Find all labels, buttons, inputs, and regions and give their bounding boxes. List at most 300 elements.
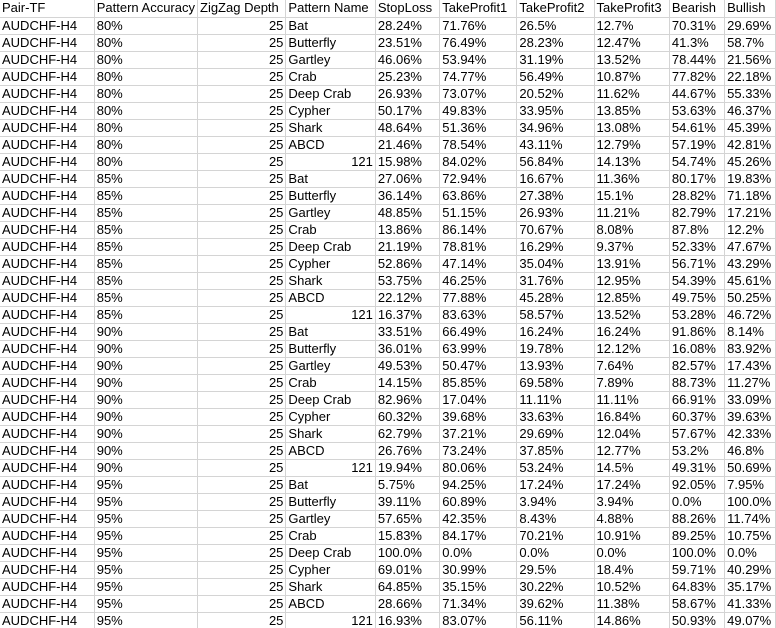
cell-bullish[interactable]: 21.56% (725, 51, 776, 68)
cell-pattern-accuracy[interactable]: 80% (94, 119, 197, 136)
cell-bearish[interactable]: 52.33% (669, 238, 724, 255)
cell-stoploss[interactable]: 53.75% (375, 272, 439, 289)
cell-bearish[interactable]: 70.31% (669, 17, 724, 34)
cell-takeprofit1[interactable]: 78.54% (440, 136, 517, 153)
cell-takeprofit3[interactable]: 12.79% (594, 136, 669, 153)
cell-bullish[interactable]: 17.21% (725, 204, 776, 221)
cell-bullish[interactable]: 22.18% (725, 68, 776, 85)
cell-takeprofit2[interactable]: 17.24% (517, 476, 594, 493)
cell-pattern-accuracy[interactable]: 80% (94, 68, 197, 85)
cell-takeprofit1[interactable]: 42.35% (440, 510, 517, 527)
cell-pattern-accuracy[interactable]: 95% (94, 544, 197, 561)
cell-zigzag-depth[interactable]: 25 (198, 442, 286, 459)
cell-pattern-accuracy[interactable]: 90% (94, 425, 197, 442)
cell-bullish[interactable]: 12.2% (725, 221, 776, 238)
cell-pair-tf[interactable]: AUDCHF-H4 (0, 323, 94, 340)
cell-pair-tf[interactable]: AUDCHF-H4 (0, 187, 94, 204)
cell-takeprofit2[interactable]: 3.94% (517, 493, 594, 510)
header-cell-pair-tf[interactable]: Pair-TF (0, 0, 94, 17)
cell-pattern-accuracy[interactable]: 85% (94, 306, 197, 323)
cell-pattern-accuracy[interactable]: 90% (94, 408, 197, 425)
cell-pattern-accuracy[interactable]: 85% (94, 255, 197, 272)
cell-pattern-accuracy[interactable]: 90% (94, 442, 197, 459)
cell-takeprofit2[interactable]: 35.04% (517, 255, 594, 272)
cell-takeprofit2[interactable]: 31.19% (517, 51, 594, 68)
cell-bearish[interactable]: 100.0% (669, 544, 724, 561)
cell-pattern-name[interactable]: Deep Crab (286, 391, 375, 408)
cell-takeprofit2[interactable]: 11.11% (517, 391, 594, 408)
cell-zigzag-depth[interactable]: 25 (198, 136, 286, 153)
cell-pattern-accuracy[interactable]: 95% (94, 527, 197, 544)
cell-bearish[interactable]: 53.63% (669, 102, 724, 119)
cell-pattern-accuracy[interactable]: 80% (94, 34, 197, 51)
cell-zigzag-depth[interactable]: 25 (198, 68, 286, 85)
cell-takeprofit1[interactable]: 71.34% (440, 595, 517, 612)
cell-takeprofit2[interactable]: 26.93% (517, 204, 594, 221)
header-cell-takeprofit1[interactable]: TakeProfit1 (440, 0, 517, 17)
cell-pattern-name[interactable]: Bat (286, 17, 375, 34)
cell-bearish[interactable]: 80.17% (669, 170, 724, 187)
cell-pattern-name[interactable]: Gartley (286, 510, 375, 527)
cell-stoploss[interactable]: 39.11% (375, 493, 439, 510)
cell-zigzag-depth[interactable]: 25 (198, 612, 286, 628)
cell-bullish[interactable]: 41.33% (725, 595, 776, 612)
cell-pair-tf[interactable]: AUDCHF-H4 (0, 204, 94, 221)
header-cell-zigzag-depth[interactable]: ZigZag Depth (198, 0, 286, 17)
cell-stoploss[interactable]: 5.75% (375, 476, 439, 493)
cell-stoploss[interactable]: 21.19% (375, 238, 439, 255)
cell-zigzag-depth[interactable]: 25 (198, 561, 286, 578)
cell-takeprofit3[interactable]: 12.95% (594, 272, 669, 289)
cell-pattern-name[interactable]: ABCD (286, 442, 375, 459)
cell-pattern-accuracy[interactable]: 90% (94, 391, 197, 408)
cell-takeprofit3[interactable]: 7.89% (594, 374, 669, 391)
cell-pattern-name[interactable]: 121 (286, 153, 375, 170)
cell-zigzag-depth[interactable]: 25 (198, 85, 286, 102)
cell-takeprofit1[interactable]: 47.14% (440, 255, 517, 272)
cell-stoploss[interactable]: 16.93% (375, 612, 439, 628)
cell-pair-tf[interactable]: AUDCHF-H4 (0, 595, 94, 612)
cell-pattern-name[interactable]: Shark (286, 119, 375, 136)
cell-stoploss[interactable]: 25.23% (375, 68, 439, 85)
cell-takeprofit3[interactable]: 10.52% (594, 578, 669, 595)
cell-stoploss[interactable]: 46.06% (375, 51, 439, 68)
cell-pattern-accuracy[interactable]: 85% (94, 170, 197, 187)
cell-takeprofit3[interactable]: 11.36% (594, 170, 669, 187)
cell-takeprofit2[interactable]: 27.38% (517, 187, 594, 204)
cell-takeprofit1[interactable]: 35.15% (440, 578, 517, 595)
cell-zigzag-depth[interactable]: 25 (198, 510, 286, 527)
cell-bullish[interactable]: 42.33% (725, 425, 776, 442)
cell-takeprofit1[interactable]: 37.21% (440, 425, 517, 442)
cell-pair-tf[interactable]: AUDCHF-H4 (0, 238, 94, 255)
cell-stoploss[interactable]: 48.64% (375, 119, 439, 136)
cell-stoploss[interactable]: 57.65% (375, 510, 439, 527)
cell-takeprofit3[interactable]: 13.85% (594, 102, 669, 119)
cell-stoploss[interactable]: 19.94% (375, 459, 439, 476)
cell-takeprofit2[interactable]: 29.69% (517, 425, 594, 442)
cell-takeprofit1[interactable]: 84.02% (440, 153, 517, 170)
cell-bearish[interactable]: 44.67% (669, 85, 724, 102)
cell-bullish[interactable]: 50.69% (725, 459, 776, 476)
cell-bullish[interactable]: 50.25% (725, 289, 776, 306)
cell-bullish[interactable]: 46.72% (725, 306, 776, 323)
cell-takeprofit2[interactable]: 39.62% (517, 595, 594, 612)
cell-pattern-name[interactable]: Crab (286, 374, 375, 391)
cell-stoploss[interactable]: 62.79% (375, 425, 439, 442)
cell-bearish[interactable]: 91.86% (669, 323, 724, 340)
cell-zigzag-depth[interactable]: 25 (198, 459, 286, 476)
cell-zigzag-depth[interactable]: 25 (198, 102, 286, 119)
cell-zigzag-depth[interactable]: 25 (198, 221, 286, 238)
cell-pattern-accuracy[interactable]: 95% (94, 578, 197, 595)
cell-pattern-accuracy[interactable]: 80% (94, 153, 197, 170)
cell-takeprofit1[interactable]: 86.14% (440, 221, 517, 238)
cell-takeprofit3[interactable]: 13.91% (594, 255, 669, 272)
cell-pattern-accuracy[interactable]: 95% (94, 476, 197, 493)
cell-pattern-accuracy[interactable]: 90% (94, 459, 197, 476)
cell-stoploss[interactable]: 26.76% (375, 442, 439, 459)
cell-takeprofit3[interactable]: 12.85% (594, 289, 669, 306)
cell-zigzag-depth[interactable]: 25 (198, 187, 286, 204)
cell-stoploss[interactable]: 28.66% (375, 595, 439, 612)
cell-zigzag-depth[interactable]: 25 (198, 408, 286, 425)
cell-pair-tf[interactable]: AUDCHF-H4 (0, 442, 94, 459)
cell-takeprofit1[interactable]: 83.63% (440, 306, 517, 323)
cell-pattern-name[interactable]: Crab (286, 527, 375, 544)
cell-takeprofit1[interactable]: 63.99% (440, 340, 517, 357)
cell-bearish[interactable]: 82.79% (669, 204, 724, 221)
cell-takeprofit2[interactable]: 69.58% (517, 374, 594, 391)
cell-zigzag-depth[interactable]: 25 (198, 374, 286, 391)
cell-takeprofit1[interactable]: 85.85% (440, 374, 517, 391)
cell-bullish[interactable]: 55.33% (725, 85, 776, 102)
cell-stoploss[interactable]: 23.51% (375, 34, 439, 51)
cell-pair-tf[interactable]: AUDCHF-H4 (0, 102, 94, 119)
cell-pattern-name[interactable]: 121 (286, 612, 375, 628)
cell-bearish[interactable]: 28.82% (669, 187, 724, 204)
cell-takeprofit2[interactable]: 28.23% (517, 34, 594, 51)
cell-bearish[interactable]: 77.82% (669, 68, 724, 85)
cell-pair-tf[interactable]: AUDCHF-H4 (0, 459, 94, 476)
cell-pattern-accuracy[interactable]: 90% (94, 340, 197, 357)
cell-bearish[interactable]: 54.39% (669, 272, 724, 289)
cell-pattern-name[interactable]: Bat (286, 170, 375, 187)
cell-takeprofit1[interactable]: 51.36% (440, 119, 517, 136)
header-cell-pattern-accuracy[interactable]: Pattern Accuracy (94, 0, 197, 17)
cell-bullish[interactable]: 0.0% (725, 544, 776, 561)
cell-bearish[interactable]: 49.75% (669, 289, 724, 306)
cell-pattern-name[interactable]: Deep Crab (286, 238, 375, 255)
cell-bearish[interactable]: 57.19% (669, 136, 724, 153)
header-cell-takeprofit2[interactable]: TakeProfit2 (517, 0, 594, 17)
cell-takeprofit3[interactable]: 11.21% (594, 204, 669, 221)
cell-stoploss[interactable]: 52.86% (375, 255, 439, 272)
cell-bearish[interactable]: 64.83% (669, 578, 724, 595)
cell-stoploss[interactable]: 27.06% (375, 170, 439, 187)
cell-pattern-name[interactable]: Bat (286, 476, 375, 493)
cell-pattern-accuracy[interactable]: 95% (94, 493, 197, 510)
cell-bullish[interactable]: 46.37% (725, 102, 776, 119)
cell-takeprofit2[interactable]: 43.11% (517, 136, 594, 153)
cell-zigzag-depth[interactable]: 25 (198, 119, 286, 136)
cell-bullish[interactable]: 17.43% (725, 357, 776, 374)
cell-bearish[interactable]: 49.31% (669, 459, 724, 476)
cell-pair-tf[interactable]: AUDCHF-H4 (0, 306, 94, 323)
cell-bearish[interactable]: 50.93% (669, 612, 724, 628)
cell-takeprofit2[interactable]: 16.67% (517, 170, 594, 187)
cell-zigzag-depth[interactable]: 25 (198, 323, 286, 340)
cell-pattern-accuracy[interactable]: 85% (94, 238, 197, 255)
cell-pattern-name[interactable]: 121 (286, 306, 375, 323)
cell-pair-tf[interactable]: AUDCHF-H4 (0, 408, 94, 425)
cell-bearish[interactable]: 57.67% (669, 425, 724, 442)
cell-bearish[interactable]: 88.26% (669, 510, 724, 527)
cell-pattern-name[interactable]: Cypher (286, 561, 375, 578)
cell-pair-tf[interactable]: AUDCHF-H4 (0, 153, 94, 170)
cell-pair-tf[interactable]: AUDCHF-H4 (0, 391, 94, 408)
cell-pattern-accuracy[interactable]: 80% (94, 51, 197, 68)
cell-takeprofit1[interactable]: 39.68% (440, 408, 517, 425)
cell-pattern-accuracy[interactable]: 90% (94, 323, 197, 340)
cell-takeprofit2[interactable]: 56.84% (517, 153, 594, 170)
cell-zigzag-depth[interactable]: 25 (198, 357, 286, 374)
cell-pattern-accuracy[interactable]: 80% (94, 17, 197, 34)
cell-pair-tf[interactable]: AUDCHF-H4 (0, 425, 94, 442)
cell-stoploss[interactable]: 64.85% (375, 578, 439, 595)
cell-takeprofit2[interactable]: 70.21% (517, 527, 594, 544)
cell-pair-tf[interactable]: AUDCHF-H4 (0, 85, 94, 102)
cell-takeprofit1[interactable]: 80.06% (440, 459, 517, 476)
cell-pair-tf[interactable]: AUDCHF-H4 (0, 34, 94, 51)
cell-takeprofit3[interactable]: 9.37% (594, 238, 669, 255)
cell-zigzag-depth[interactable]: 25 (198, 391, 286, 408)
header-cell-bullish[interactable]: Bullish (725, 0, 776, 17)
cell-zigzag-depth[interactable]: 25 (198, 527, 286, 544)
cell-takeprofit2[interactable]: 19.78% (517, 340, 594, 357)
cell-pattern-accuracy[interactable]: 85% (94, 204, 197, 221)
cell-pattern-accuracy[interactable]: 95% (94, 595, 197, 612)
cell-takeprofit3[interactable]: 12.47% (594, 34, 669, 51)
cell-takeprofit3[interactable]: 4.88% (594, 510, 669, 527)
cell-pair-tf[interactable]: AUDCHF-H4 (0, 578, 94, 595)
cell-pattern-accuracy[interactable]: 80% (94, 102, 197, 119)
cell-bearish[interactable]: 41.3% (669, 34, 724, 51)
cell-takeprofit3[interactable]: 13.08% (594, 119, 669, 136)
header-cell-bearish[interactable]: Bearish (669, 0, 724, 17)
cell-bullish[interactable]: 46.8% (725, 442, 776, 459)
cell-takeprofit2[interactable]: 16.29% (517, 238, 594, 255)
cell-zigzag-depth[interactable]: 25 (198, 544, 286, 561)
cell-bullish[interactable]: 35.17% (725, 578, 776, 595)
cell-takeprofit1[interactable]: 66.49% (440, 323, 517, 340)
cell-bullish[interactable]: 8.14% (725, 323, 776, 340)
cell-takeprofit1[interactable]: 76.49% (440, 34, 517, 51)
cell-zigzag-depth[interactable]: 25 (198, 170, 286, 187)
cell-pair-tf[interactable]: AUDCHF-H4 (0, 527, 94, 544)
cell-bullish[interactable]: 39.63% (725, 408, 776, 425)
cell-stoploss[interactable]: 28.24% (375, 17, 439, 34)
header-cell-stoploss[interactable]: StopLoss (375, 0, 439, 17)
cell-zigzag-depth[interactable]: 25 (198, 425, 286, 442)
cell-takeprofit2[interactable]: 58.57% (517, 306, 594, 323)
cell-pattern-name[interactable]: 121 (286, 459, 375, 476)
cell-takeprofit2[interactable]: 29.5% (517, 561, 594, 578)
cell-takeprofit3[interactable]: 16.24% (594, 323, 669, 340)
cell-pattern-name[interactable]: Cypher (286, 255, 375, 272)
cell-bearish[interactable]: 59.71% (669, 561, 724, 578)
cell-pair-tf[interactable]: AUDCHF-H4 (0, 68, 94, 85)
cell-bullish[interactable]: 43.29% (725, 255, 776, 272)
cell-pattern-name[interactable]: Crab (286, 221, 375, 238)
cell-takeprofit2[interactable]: 45.28% (517, 289, 594, 306)
cell-pattern-name[interactable]: Butterfly (286, 34, 375, 51)
cell-zigzag-depth[interactable]: 25 (198, 578, 286, 595)
cell-takeprofit1[interactable]: 77.88% (440, 289, 517, 306)
cell-pair-tf[interactable]: AUDCHF-H4 (0, 289, 94, 306)
cell-pattern-name[interactable]: Gartley (286, 204, 375, 221)
cell-pattern-name[interactable]: Cypher (286, 408, 375, 425)
cell-takeprofit1[interactable]: 0.0% (440, 544, 517, 561)
cell-stoploss[interactable]: 15.83% (375, 527, 439, 544)
cell-bullish[interactable]: 45.39% (725, 119, 776, 136)
cell-pattern-accuracy[interactable]: 95% (94, 510, 197, 527)
cell-takeprofit2[interactable]: 56.49% (517, 68, 594, 85)
cell-stoploss[interactable]: 69.01% (375, 561, 439, 578)
cell-pattern-name[interactable]: Deep Crab (286, 544, 375, 561)
cell-takeprofit2[interactable]: 31.76% (517, 272, 594, 289)
cell-pattern-accuracy[interactable]: 85% (94, 187, 197, 204)
cell-takeprofit1[interactable]: 72.94% (440, 170, 517, 187)
cell-bullish[interactable]: 71.18% (725, 187, 776, 204)
cell-takeprofit1[interactable]: 78.81% (440, 238, 517, 255)
cell-pattern-name[interactable]: Gartley (286, 357, 375, 374)
cell-pair-tf[interactable]: AUDCHF-H4 (0, 221, 94, 238)
cell-stoploss[interactable]: 48.85% (375, 204, 439, 221)
cell-stoploss[interactable]: 26.93% (375, 85, 439, 102)
cell-bearish[interactable]: 92.05% (669, 476, 724, 493)
cell-pair-tf[interactable]: AUDCHF-H4 (0, 357, 94, 374)
cell-takeprofit1[interactable]: 49.83% (440, 102, 517, 119)
cell-takeprofit2[interactable]: 53.24% (517, 459, 594, 476)
cell-takeprofit3[interactable]: 14.5% (594, 459, 669, 476)
cell-takeprofit2[interactable]: 70.67% (517, 221, 594, 238)
cell-bullish[interactable]: 19.83% (725, 170, 776, 187)
cell-pair-tf[interactable]: AUDCHF-H4 (0, 51, 94, 68)
cell-takeprofit3[interactable]: 13.52% (594, 51, 669, 68)
cell-pattern-name[interactable]: Cypher (286, 102, 375, 119)
cell-bearish[interactable]: 58.67% (669, 595, 724, 612)
cell-bearish[interactable]: 53.28% (669, 306, 724, 323)
cell-pair-tf[interactable]: AUDCHF-H4 (0, 510, 94, 527)
cell-stoploss[interactable]: 15.98% (375, 153, 439, 170)
header-cell-pattern-name[interactable]: Pattern Name (286, 0, 375, 17)
cell-pattern-accuracy[interactable]: 80% (94, 85, 197, 102)
cell-pattern-accuracy[interactable]: 85% (94, 272, 197, 289)
cell-takeprofit3[interactable]: 12.77% (594, 442, 669, 459)
cell-pattern-name[interactable]: Shark (286, 425, 375, 442)
cell-takeprofit1[interactable]: 84.17% (440, 527, 517, 544)
cell-pattern-name[interactable]: Shark (286, 578, 375, 595)
cell-takeprofit1[interactable]: 51.15% (440, 204, 517, 221)
cell-stoploss[interactable]: 50.17% (375, 102, 439, 119)
cell-takeprofit3[interactable]: 10.87% (594, 68, 669, 85)
cell-takeprofit3[interactable]: 0.0% (594, 544, 669, 561)
cell-stoploss[interactable]: 33.51% (375, 323, 439, 340)
cell-takeprofit2[interactable]: 33.95% (517, 102, 594, 119)
cell-pair-tf[interactable]: AUDCHF-H4 (0, 612, 94, 628)
cell-pair-tf[interactable]: AUDCHF-H4 (0, 340, 94, 357)
cell-bearish[interactable]: 16.08% (669, 340, 724, 357)
cell-bearish[interactable]: 60.37% (669, 408, 724, 425)
cell-takeprofit2[interactable]: 0.0% (517, 544, 594, 561)
cell-stoploss[interactable]: 16.37% (375, 306, 439, 323)
cell-takeprofit2[interactable]: 56.11% (517, 612, 594, 628)
cell-pattern-name[interactable]: Deep Crab (286, 85, 375, 102)
cell-takeprofit3[interactable]: 14.86% (594, 612, 669, 628)
cell-pair-tf[interactable]: AUDCHF-H4 (0, 544, 94, 561)
cell-takeprofit2[interactable]: 26.5% (517, 17, 594, 34)
cell-takeprofit1[interactable]: 53.94% (440, 51, 517, 68)
cell-pattern-name[interactable]: ABCD (286, 289, 375, 306)
cell-pattern-accuracy[interactable]: 80% (94, 136, 197, 153)
cell-bearish[interactable]: 88.73% (669, 374, 724, 391)
cell-stoploss[interactable]: 22.12% (375, 289, 439, 306)
cell-pair-tf[interactable]: AUDCHF-H4 (0, 493, 94, 510)
cell-pattern-name[interactable]: Shark (286, 272, 375, 289)
header-cell-takeprofit3[interactable]: TakeProfit3 (594, 0, 669, 17)
cell-takeprofit3[interactable]: 12.12% (594, 340, 669, 357)
cell-pattern-name[interactable]: Bat (286, 323, 375, 340)
cell-bullish[interactable]: 100.0% (725, 493, 776, 510)
cell-takeprofit3[interactable]: 17.24% (594, 476, 669, 493)
cell-stoploss[interactable]: 60.32% (375, 408, 439, 425)
cell-pattern-accuracy[interactable]: 95% (94, 561, 197, 578)
cell-takeprofit1[interactable]: 63.86% (440, 187, 517, 204)
cell-bearish[interactable]: 54.61% (669, 119, 724, 136)
cell-takeprofit2[interactable]: 8.43% (517, 510, 594, 527)
cell-takeprofit3[interactable]: 10.91% (594, 527, 669, 544)
cell-bullish[interactable]: 83.92% (725, 340, 776, 357)
cell-bullish[interactable]: 11.27% (725, 374, 776, 391)
cell-takeprofit2[interactable]: 37.85% (517, 442, 594, 459)
cell-bearish[interactable]: 56.71% (669, 255, 724, 272)
cell-pair-tf[interactable]: AUDCHF-H4 (0, 476, 94, 493)
cell-zigzag-depth[interactable]: 25 (198, 595, 286, 612)
cell-bearish[interactable]: 78.44% (669, 51, 724, 68)
cell-bullish[interactable]: 10.75% (725, 527, 776, 544)
cell-bearish[interactable]: 82.57% (669, 357, 724, 374)
cell-pattern-accuracy[interactable]: 85% (94, 289, 197, 306)
cell-zigzag-depth[interactable]: 25 (198, 153, 286, 170)
cell-zigzag-depth[interactable]: 25 (198, 493, 286, 510)
cell-takeprofit3[interactable]: 14.13% (594, 153, 669, 170)
cell-bullish[interactable]: 47.67% (725, 238, 776, 255)
cell-zigzag-depth[interactable]: 25 (198, 204, 286, 221)
cell-zigzag-depth[interactable]: 25 (198, 272, 286, 289)
cell-bullish[interactable]: 11.74% (725, 510, 776, 527)
cell-takeprofit1[interactable]: 50.47% (440, 357, 517, 374)
cell-takeprofit3[interactable]: 7.64% (594, 357, 669, 374)
cell-zigzag-depth[interactable]: 25 (198, 289, 286, 306)
cell-takeprofit1[interactable]: 73.24% (440, 442, 517, 459)
cell-bearish[interactable]: 89.25% (669, 527, 724, 544)
cell-pair-tf[interactable]: AUDCHF-H4 (0, 561, 94, 578)
cell-pair-tf[interactable]: AUDCHF-H4 (0, 374, 94, 391)
cell-pattern-name[interactable]: Crab (286, 68, 375, 85)
cell-pair-tf[interactable]: AUDCHF-H4 (0, 272, 94, 289)
cell-zigzag-depth[interactable]: 25 (198, 340, 286, 357)
